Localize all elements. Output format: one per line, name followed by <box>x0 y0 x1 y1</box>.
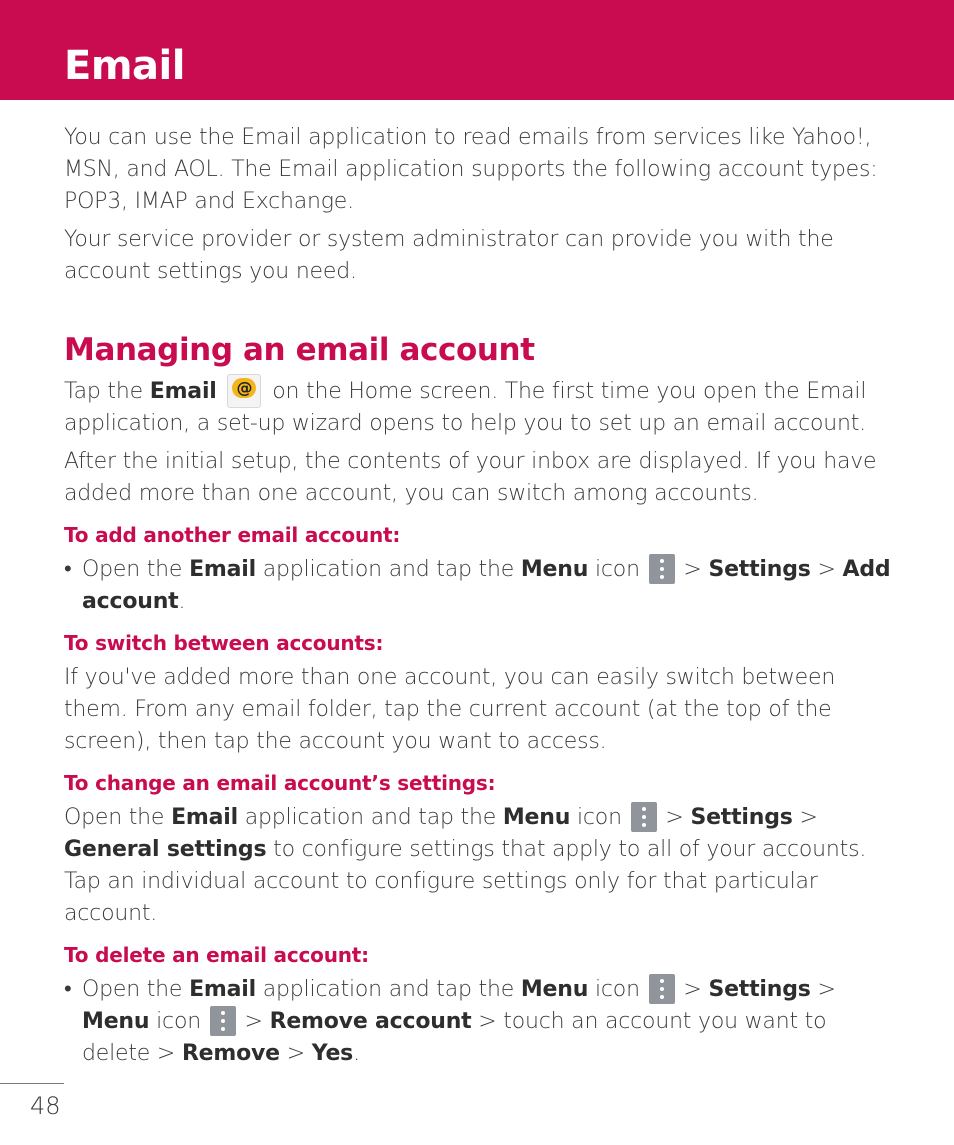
main-content <box>64 122 894 1070</box>
change-settings-text: Open the Email application and tap the Menu icon > Settings > General settings to configure settings that apply to all of your accounts. Tap an individual account to configure settings only for that particular account. <box>64 802 894 930</box>
menu-icon <box>649 974 675 1004</box>
menu-icon <box>210 1006 236 1036</box>
section-paragraph-2: After the initial setup, the contents of your inbox are displayed. If you have added more than one account, you can switch among accounts. <box>64 449 877 506</box>
intro-paragraph-1: You can use the Email application to read emails from services like Yahoo!, MSN, and AOL. The Email application supports the following account types: POP3, IMAP and Exchange. <box>64 125 878 214</box>
switch-accounts-heading: To switch between accounts: <box>64 631 384 655</box>
add-account-step: • Open the Email application and tap the Menu icon > Settings > Add account. <box>64 554 894 618</box>
menu-icon <box>631 802 657 832</box>
delete-account-step: • Open the Email application and tap the Menu icon > Settings > Menu icon > Remove account > touch an account you want to delete > Remove > Yes. <box>64 974 894 1070</box>
section-title: Managing an email account <box>64 332 535 368</box>
page-number: 48 <box>30 1092 61 1120</box>
email-app-icon: @ <box>227 374 261 408</box>
page-title: Email <box>64 43 185 89</box>
intro-paragraph-2: Your service provider or system administrator can provide you with the account settings you need. <box>64 227 834 284</box>
footer-divider <box>0 1083 64 1084</box>
change-settings-heading: To change an email account’s settings: <box>64 771 496 795</box>
switch-accounts-text: If you've added more than one account, you can easily switch between them. From any email folder, tap the current account (at the top of the screen), then tap the account you want to access. <box>64 665 836 754</box>
page-header <box>0 0 954 100</box>
delete-account-heading: To delete an email account: <box>64 943 369 967</box>
menu-icon <box>649 554 675 584</box>
add-account-heading: To add another email account: <box>64 523 401 547</box>
section-paragraph-1: Tap the Email @ on the Home screen. The first time you open the Email application, a set-up wizard opens to help you to set up an email account. <box>64 374 894 440</box>
